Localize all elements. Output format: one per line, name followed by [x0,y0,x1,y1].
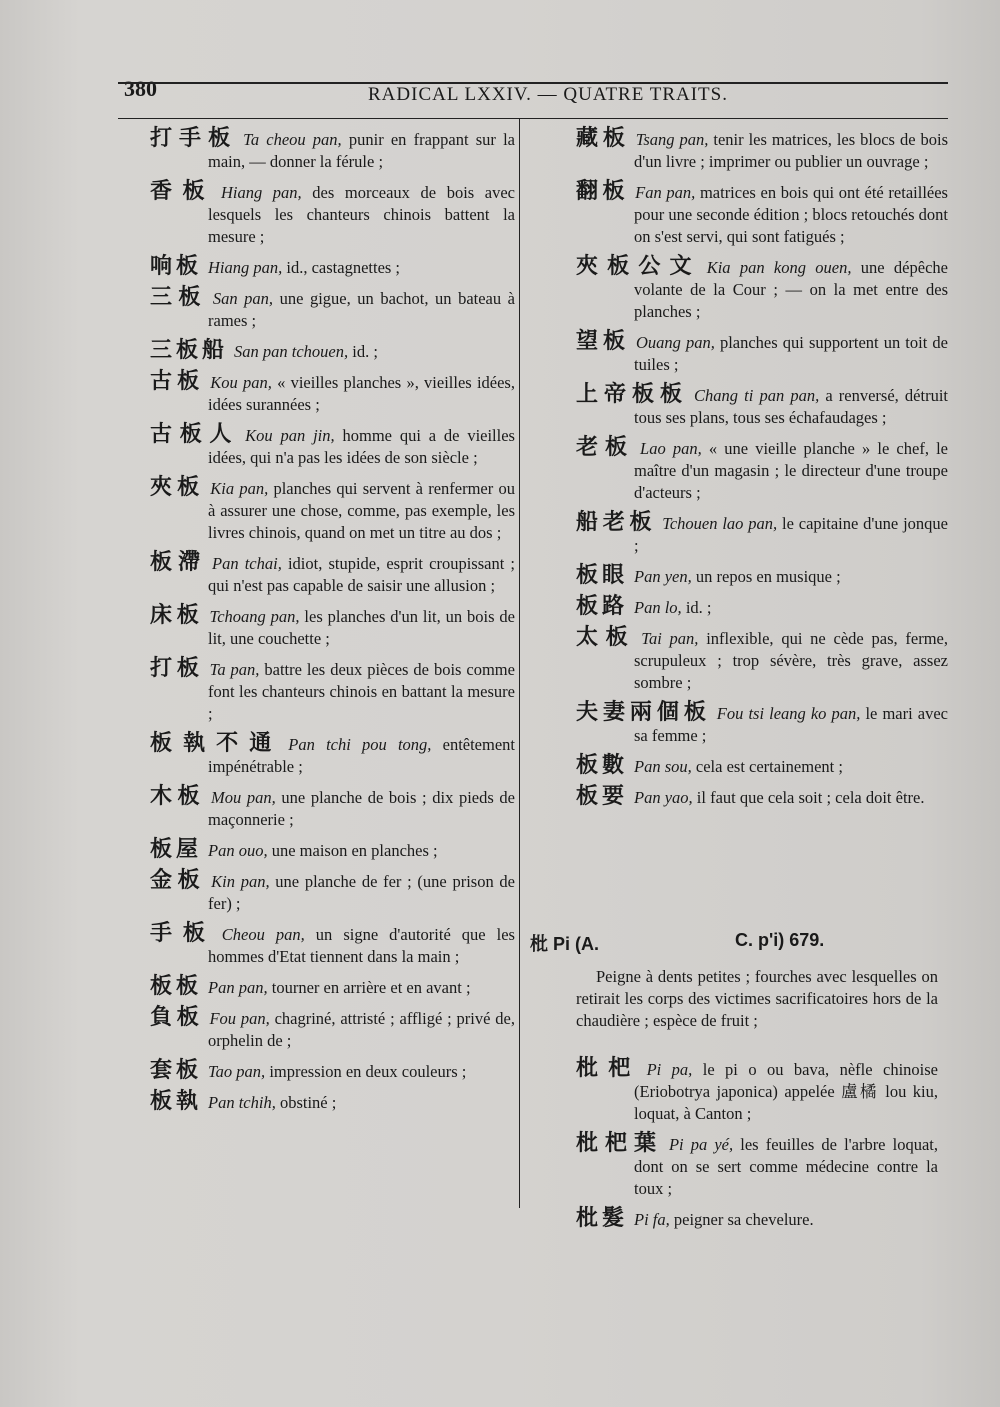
entry-romanization: Kin pan, [211,872,270,891]
entry-romanization: Pan tchih, [208,1093,276,1112]
entry-romanization: Tsang pan, [635,130,709,149]
entry-definition: une maison en planches ; [267,841,438,860]
entry-definition: une dépêche volante de la Cour ; — on la met entre des planches ; [634,258,948,321]
entry-characters: 上帝板板 [576,382,689,407]
entry-romanization: Ta pan, [209,660,260,679]
entry-definition: il faut que cela soit ; cela doit être. [692,788,925,807]
entry-definition: battre les deux pièces de bois comme font les chanteurs chinois en battant la mesure ; [208,660,515,723]
entry-definition: punir en frappant sur la main, — donner la férule ; [208,130,515,171]
dictionary-entry [576,1058,938,1125]
entry-characters: 藏板 [576,126,630,151]
entry-definition: homme qui a de vieilles idées, qui n'a pas les idées de son siècle ; [208,426,515,467]
entry-characters: 金板 [150,868,206,893]
entry-definition: tenir les matrices, les blocs de bois d'un livre ; imprimer ou publier un ouvrage ; [634,130,948,171]
entry-romanization: Pan sou, [634,757,692,776]
entry-characters: 木板 [150,784,205,809]
entry-characters: 套板 [150,1058,203,1083]
entry-definition: une planche de fer ; (une prison de fer) ; [208,872,515,913]
entry-characters: 板要 [576,784,629,809]
entry-characters: 古板人 [150,422,240,447]
entry-characters: 三板 [150,285,207,310]
entry-romanization: Fou tsi leang ko pan, [716,704,861,723]
entry-characters: 古板 [150,369,205,394]
entry-characters: 太板 [576,625,636,650]
dictionary-entry [150,786,515,831]
entry-characters: 手板 [150,921,216,946]
entry-characters: 望板 [576,329,630,354]
entry-definition: le capitaine d'une jonque ; [634,514,948,555]
entry-characters: 板眼 [576,563,629,588]
running-title: RADICAL LXXIV. — QUATRE TRAITS. [368,84,728,105]
right-column [576,128,948,817]
entry-definition: id. ; [348,342,378,361]
dictionary-entry [576,331,948,376]
entry-romanization: Tai pan, [641,629,699,648]
entry-romanization: Pan lo, [634,598,682,617]
left-column [150,128,515,1122]
entry-definition: une planche de bois ; dix pieds de maçonnerie ; [208,788,515,829]
dictionary-entry [150,870,515,915]
entry-characters: 翻板 [576,179,630,204]
dictionary-entry [576,565,948,588]
entry-definition: planches qui servent à renfermer ou à assurer une chose, comme, pas exemple, les livres chinois, quand on met un titre au dos ; [208,479,515,542]
dictionary-entry [576,1208,938,1231]
entry-characters: 板路 [576,594,629,619]
section-entries [576,1058,938,1239]
header-underline [118,118,948,119]
entry-romanization: Mou pan, [211,788,276,807]
entry-romanization: Tao pan, [208,1062,266,1081]
entry-characters: 板滯 [150,550,206,575]
section-head-left: 枇 Pi (A. [530,934,600,954]
dictionary-entry [150,733,515,778]
dictionary-entry [576,1133,938,1200]
entry-characters: 板板 [150,974,203,999]
dictionary-entry [576,702,948,747]
entry-romanization: Fan pan, [635,183,696,202]
entry-romanization: Pan yao, [634,788,693,807]
dictionary-entry [150,181,515,248]
entry-romanization: Kou pan jin, [245,426,335,445]
dictionary-entry [576,384,948,429]
entry-characters: 响板 [150,254,203,279]
dictionary-entry [150,287,515,332]
dictionary-entry [576,437,948,504]
page-header [118,70,948,110]
entry-characters: 三板船 [150,338,229,363]
entry-romanization: Pan ouo, [208,841,268,860]
entry-definition: impression en deux couleurs ; [265,1062,467,1081]
header-rule [118,82,948,84]
entry-romanization: Fou pan, [209,1009,270,1028]
dictionary-entry [576,512,948,557]
section-definition: Peigne à dents petites ; fourches avec lesquelles on retirait les corps des victimes sacrificatoires hors de la chaudière ; espèce de fruit ; [576,967,938,1030]
entry-characters: 夾板 [150,475,205,500]
dictionary-entry [576,128,948,173]
entry-definition: a renversé, détruit tous ses plans, tous ses échafaudages ; [634,386,948,427]
section-head-right: C. p'i) 679. [735,930,825,950]
entry-characters: 板執 [150,1089,203,1114]
dictionary-entry [150,424,515,469]
dictionary-entry [150,128,515,173]
entry-romanization: Tchoang pan, [209,607,300,626]
entry-romanization: Pi fa, [634,1210,670,1229]
entry-romanization: Pan tchai, [212,554,282,573]
dictionary-entry [150,340,515,363]
entry-definition: le mari avec sa femme ; [634,704,948,745]
dictionary-entry [150,839,515,862]
entry-characters: 老板 [576,435,635,460]
entry-definition: les planches d'un lit, un bois de lit, une couchette ; [208,607,515,648]
entry-definition: des morceaux de bois avec lesquels les chanteurs chinois battent la mesure ; [208,183,516,246]
entry-characters: 船老板 [576,510,657,535]
dictionary-entry [576,596,948,619]
entry-definition: cela est certainement ; [691,757,843,776]
dictionary-entry [150,923,515,968]
entry-romanization: Ouang pan, [635,333,715,352]
dictionary-entry [150,256,515,279]
entry-definition: id., castagnettes ; [282,258,401,277]
entry-definition: id. ; [681,598,712,617]
entry-definition: tourner en arrière et en avant ; [267,978,471,997]
entry-romanization: Tchouen lao pan, [662,514,778,533]
entry-characters: 枇杷葉 [576,1131,663,1156]
entry-romanization: Hiang pan, [208,258,283,277]
entry-romanization: Kia pan, [210,479,269,498]
entry-definition: « vieilles planches », vieilles idées, idées surannées ; [208,373,515,414]
entry-romanization: Pi pa, [646,1060,693,1079]
entry-definition: inflexible, qui ne cède pas, ferme, scrupuleux ; trop sévère, très grave, assez sombre ; [634,629,948,692]
dictionary-entry [150,1007,515,1052]
entry-characters: 負板 [150,1005,204,1030]
entry-romanization: Lao pan, [640,439,702,458]
dictionary-entry [150,371,515,416]
entry-characters: 打板 [150,656,204,681]
entry-characters: 枇髮 [576,1206,629,1231]
dictionary-entry [150,658,515,725]
entry-definition: un signe d'autorité que les hommes d'Etat tiennent dans la main ; [208,925,515,966]
entry-characters: 香板 [150,179,215,204]
entry-characters: 板數 [576,753,629,778]
entry-definition: entêtement impénétrable ; [208,735,515,776]
dictionary-entry [576,181,948,248]
entry-characters: 打手板 [150,126,238,151]
dictionary-entry [150,1060,515,1083]
entry-romanization: Pan tchi pou tong, [288,735,432,754]
dictionary-entry [150,976,515,999]
entry-romanization: Kou pan, [210,373,272,392]
entry-romanization: Pi pa yé, [668,1135,734,1154]
entry-definition: peigner sa chevelure. [669,1210,814,1229]
entry-definition: obstiné ; [275,1093,337,1112]
entry-romanization: Ta cheou pan, [243,130,342,149]
entry-romanization: Pan pan, [208,978,268,997]
entry-romanization: Pan yen, [634,567,692,586]
entry-characters: 枇杷 [576,1056,641,1081]
entry-characters: 夾板公文 [576,254,701,279]
entry-characters: 床板 [150,603,204,628]
entry-definition: planches qui supportent un toit de tuiles ; [634,333,948,374]
entry-romanization: San pan, [212,289,274,308]
entry-definition: un repos en musique ; [691,567,841,586]
entry-romanization: Cheou pan, [221,925,305,944]
entry-definition: chagriné, attristé ; affligé ; privé de, orphelin de ; [208,1009,515,1050]
entry-definition: le pi o ou bava, nèfle chinoise (Eriobotrya japonica) appelée 盧橘 lou kiu, loquat, à Canton ; [634,1060,938,1123]
dictionary-entry [150,477,515,544]
entry-definition: matrices en bois qui ont été retaillées pour une seconde édition ; blocs retouchés dont on s'est servi, qui sont fatigués ; [634,183,948,246]
entry-definition: une gigue, un bachot, un bateau à rames ; [208,289,515,330]
entry-characters: 板屋 [150,837,203,862]
dictionary-entry [576,627,948,694]
entry-definition: les feuilles de l'arbre loquat, dont on se sert comme médecine contre la toux ; [634,1135,938,1198]
entry-definition: idiot, stupide, esprit croupissant ; qui n'est pas capable de saisir une allusion ; [208,554,515,595]
dictionary-entry [150,1091,515,1114]
dictionary-entry [150,605,515,650]
entry-characters: 板執不通 [150,731,283,756]
dictionary-entry [576,755,948,778]
entry-characters: 夫妻兩個板 [576,700,711,725]
dictionary-entry [576,256,948,323]
dictionary-entry [150,552,515,597]
entry-romanization: San pan tchouen, [234,342,349,361]
column-divider [519,118,520,1208]
page-number: 380 [124,76,157,101]
entry-definition: « une vieille planche » le chef, le maître d'un magasin ; le directeur d'une troupe d'acteurs ; [634,439,948,502]
dictionary-entry [576,786,948,809]
entry-romanization: Kia pan kong ouen, [706,258,852,277]
entry-romanization: Chang ti pan pan, [694,386,820,405]
entry-romanization: Hiang pan, [220,183,302,202]
